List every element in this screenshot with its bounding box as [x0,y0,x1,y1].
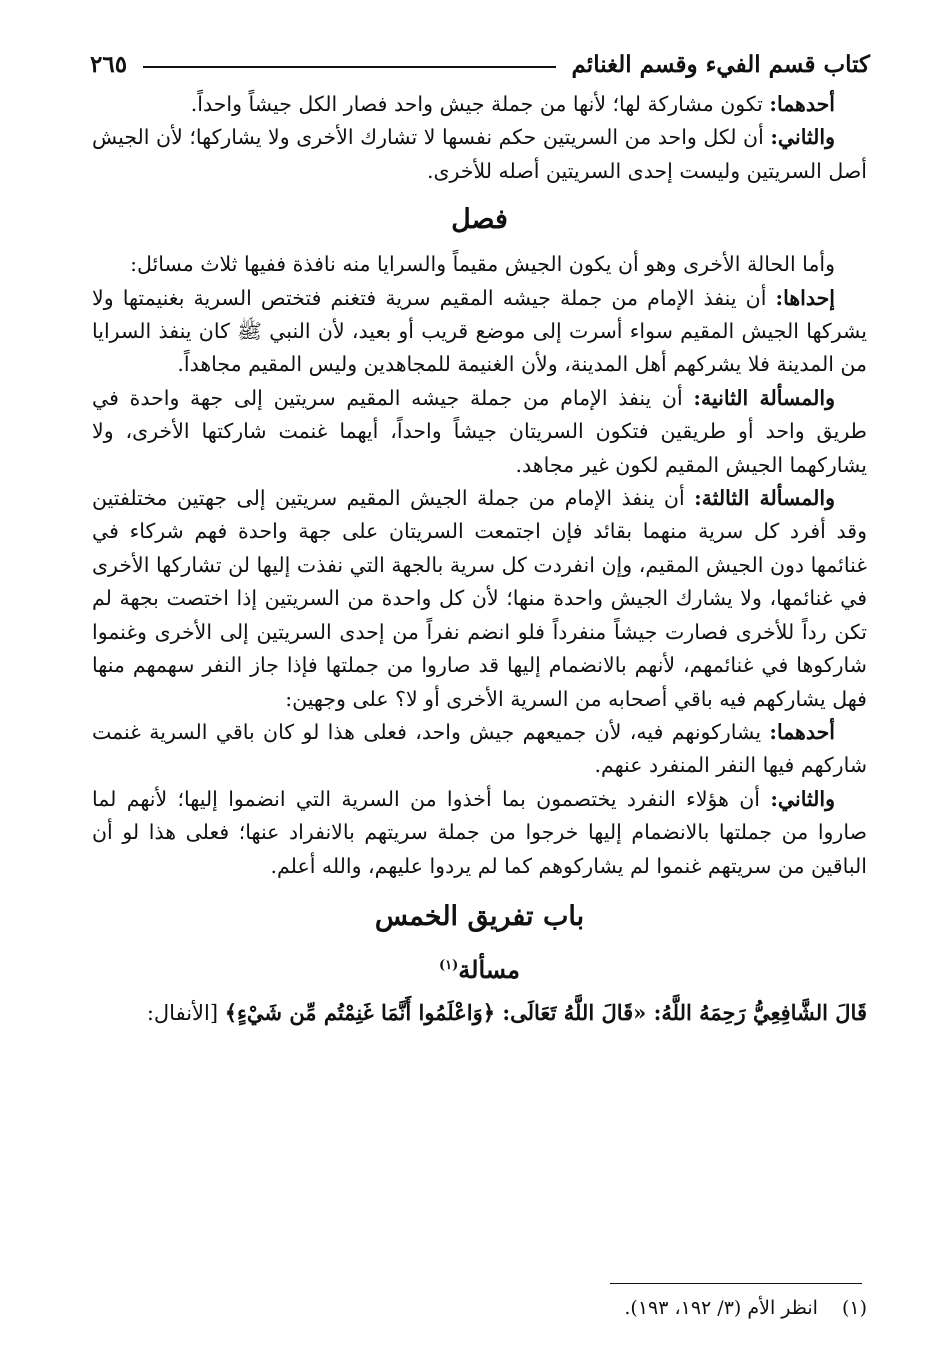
footnote-marker: (١) [438,957,459,973]
paragraph-lead: إحداها: [775,285,835,310]
paragraph-lead: والمسألة الثالثة: [694,486,835,511]
issue-heading [92,943,867,993]
paragraph [92,716,867,783]
page-header [90,44,870,84]
paragraph [92,88,867,121]
paragraph-lead: والثاني: [770,786,835,811]
issue-heading-text: مسألة [458,954,521,984]
paragraph-lead: والمسألة الثانية: [693,385,835,410]
page-body [92,88,867,1033]
paragraph-text: أن هؤلاء النفرد يختصمون بما أخذوا من السرية التي انضموا إليها؛ لأنهم لما صاروا من جملتها بالانضمام إليها خرجوا من جملة سريتهم بالانفراد عنها؛ فعلى هذا لو أن الباقين من سريتهم غنموا لم يشاركوهم كما لم يردوا عليهم، والله أعلم. [92,786,867,878]
footnote-text: انظر الأم (٣/ ١٩٢، ١٩٣). [624,1297,818,1319]
paragraph-text: أن ينفذ الإمام من جملة جيشه المقيم سريتين إلى جهة واحدة في طريق واحد أو طريقين فتكون السريتان جيشاً واحداً، أيهما غنمت شاركتها الأخرى، ولا يشاركهما الجيش المقيم لكون غير مجاهد. [92,385,867,477]
paragraph-text: أن لكل واحد من السريتين حكم نفسها لا تشارك الأخرى ولا يشاركها؛ لأن الجيش أصل السريتين وليست إحدى السريتين أصله للأخرى. [92,125,867,183]
paragraph-text: وأما الحالة الأخرى وهو أن يكون الجيش مقيماً والسرايا منه نافذة ففيها ثلاث مسائل: [130,252,835,277]
header-rule [143,66,555,68]
footnote [500,1292,867,1324]
page-number: ٢٦٥ [90,50,128,78]
quote-reference: [الأنفال: [146,1000,225,1025]
paragraph [92,248,867,281]
paragraph [92,382,867,482]
chapter-heading: باب تفريق الخمس [374,900,585,932]
paragraph-lead: والثاني: [770,125,835,150]
paragraph-lead: أحدهما: [769,719,835,744]
paragraph [92,282,867,382]
section-heading: فصل [451,204,508,236]
book-title: كتاب قسم الفيء وقسم الغنائم [571,50,870,78]
paragraph-text: يشاركونهم فيه، لأن جميعهم جيش واحد، فعلى هذا لو كان باقي السرية غنمت شاركهم فيها النفر المنفرد عنهم. [92,719,867,778]
paragraph [92,783,867,883]
footnote-rule [610,1283,862,1284]
paragraph-text: تكون مشاركة لها؛ لأنها من جملة جيش واحد فصار الكل جيشاً واحداً. [190,92,770,116]
quote-line [92,993,867,1033]
paragraph-lead: أحدهما: [769,92,835,116]
paragraph [92,121,867,188]
paragraph [92,482,867,716]
paragraph-text: أن ينفذ الإمام من جملة الجيش المقيم سريتين إلى جهتين مختلفتين وقد أفرد كل سرية منهما بقائد فإن اجتمعت السريتان على جهة واحدة فهم شركاء في غنائمها دون الجيش المقيم، وإن انفردت كل سرية بالجهة التي نفذت إليها لن تشاركها الأخرى في غنائمها، ولا يشارك الجيش واحدة منها؛ لأن كل واحدة من السريتين إذا اختصت بجهة لم تكن رداً للأخرى فصارت جيشاً منفرداً فلو انضم نفراً من إحدى السريتين إلى الأخرى وغنموا شاركوها في غنائمهم، لأنهم بالانضمام إليها قد صاروا من جملتها فإذا جاز النفر سهمهم منها فهل يشاركهم فيه باقي أصحابه من السرية الأخرى أو لا؟ على وجهين: [92,486,867,711]
paragraph-text: أن ينفذ الإمام من جملة جيشه المقيم سرية فتغنم فتختص السرية بغنيمتها ولا يشركها الجيش المقيم سواء أسرت إلى موضع قريب أو بعيد، لأن النبي ﷺ كان ينفذ السرايا من المدينة فلا يشركهم أهل المدينة، ولأن الغنيمة للمجاهدين وليس المقيم مجاهداً. [92,285,867,377]
quote-text: قَالَ الشَّافِعِيُّ رَحِمَهُ اللَّهُ: «قَالَ اللَّهُ تَعَالَى: ﴿وَاعْلَمُوا أَنَّمَا غَنِمْتُم مِّن شَيْءٍ﴾ [224,999,867,1025]
footnote-number: (١) [841,1297,867,1319]
